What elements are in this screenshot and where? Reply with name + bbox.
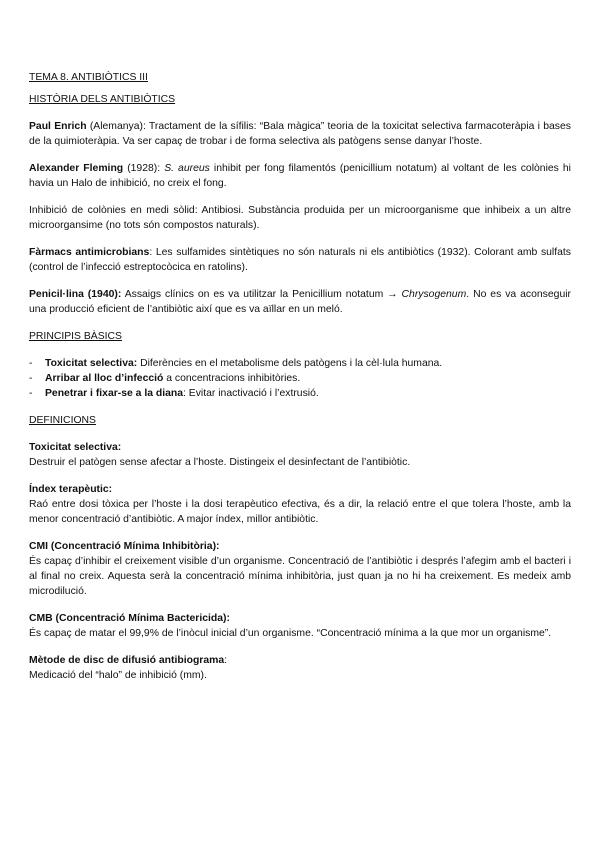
history-paragraph-antimicrobials	[29, 245, 571, 275]
history-paragraph-ehrlich	[29, 119, 571, 149]
definition-term-suffix: :	[224, 655, 228, 666]
definition-term: CMI (Concentració Mínima Inhibitòria):	[29, 541, 220, 552]
definition-term: Mètode de disc de difusió antibiograma	[29, 655, 225, 666]
list-item	[29, 386, 571, 401]
fleming-text: inhibit per fong filamentós (penicillium notatum) al voltant de les colònies hi havia un Halo de inhibició, no creix el fong.	[29, 163, 571, 189]
principle-term: Penetrar i fixar-se a la diana	[45, 388, 184, 399]
principles-heading: PRINCIPIS BÀSICS	[29, 331, 122, 342]
definition-body: Raó entre dosi tòxica per l’hoste i la dosi terapèutico efectiva, és a dir, la relació entre el que tolera l’hoste, amb la menor concentració d’antibiòtic. A major índex, millor antibiòtic.	[29, 499, 571, 525]
definition-body: Destruir el patògen sense afectar a l’hoste. Distingeix el desinfectant de l’antibiòtic.	[29, 457, 411, 468]
definition-cmi	[29, 539, 571, 599]
list-dash: -	[29, 388, 33, 399]
principle-term: Toxicitat selectiva:	[45, 358, 138, 369]
history-paragraph-antibiosis: Inhibició de colònies en medi sòlid: Antibiosi. Substància produida per un microorganisme que inhibeix a un altre microorgansime (no tots són compostos naturals).	[29, 205, 571, 231]
history-heading: HISTÒRIA DELS ANTIBIÒTICS	[29, 94, 176, 105]
document-content	[29, 70, 571, 695]
principle-term: Arribar al lloc d’infecció	[45, 373, 164, 384]
definition-cmb	[29, 611, 571, 641]
history-paragraph-penicillin	[29, 287, 571, 317]
definition-term: Toxicitat selectiva:	[29, 442, 122, 453]
fleming-year: (1928):	[123, 163, 165, 174]
list-dash: -	[29, 373, 33, 384]
list-dash: -	[29, 358, 33, 369]
fleming-name: Alexander Fleming	[29, 163, 124, 174]
penicillin-text-after: . No es va aconseguir una producció eficient de l’antibiòtic així que es va aïllar en un meló.	[29, 289, 571, 315]
definition-therapeutic-index	[29, 482, 571, 527]
list-item	[29, 371, 571, 386]
definition-selective-toxicity	[29, 440, 571, 470]
definition-term-line	[29, 653, 571, 668]
definition-body: És capaç de matar el 99,9% de l’inòcul inicial d’un organisme. “Concentració mínima a la que mor un organisme”.	[29, 628, 552, 639]
definition-body: Medicació del “halo” de inhibició (mm).	[29, 670, 207, 681]
definition-term: Índex terapèutic:	[29, 484, 113, 495]
principle-text: a concentracions inhibitòries.	[163, 373, 301, 384]
ehrlich-text: (Alemanya): Tractament de la sífilis: “Bala màgica” teoria de la toxicitat selectiva farmacoteràpia i bases de la quimioteràpia. Va ser capaç de trobar i de forma selectiva als patògens sense danyar l’hoste.	[29, 121, 571, 147]
ehrlich-name: Paul Enrich	[29, 121, 87, 132]
definition-body: És capaç d’inhibir el creixement visible d’un organisme. Concentració de l’antibiòtic i després l’afegim amb el bacteri i al final no creix. Aquesta serà la concentració mínima inhibitòria, just quan ja no hi ha creixement. Es medeix amb microdilució.	[29, 556, 571, 597]
document-title: TEMA 8. ANTIBIÒTICS III	[29, 72, 148, 83]
principle-text: Diferències en el metabolisme dels patògens i la cèl·lula humana.	[137, 358, 443, 369]
penicillin-species: Chrysogenum	[401, 289, 467, 300]
penicillin-text-before: Assaigs clínics on es va utilitzar la Penicillium notatum →	[121, 289, 402, 300]
list-item	[29, 356, 571, 371]
antimicrobials-term: Fàrmacs antimicrobians	[29, 247, 150, 258]
penicillin-term: Penicil·lina (1940):	[29, 289, 122, 300]
definitions-heading: DEFINICIONS	[29, 415, 96, 426]
definition-disc-diffusion	[29, 653, 571, 683]
antimicrobials-text: : Les sulfamides sintètiques no són naturals ni els antibiòtics (1932). Colorant amb sulfats (control de l’infecció estreptocòcica en ratolins).	[29, 247, 571, 273]
principles-list	[29, 356, 571, 401]
principle-text: : Evitar inactivació i l’extrusió.	[183, 388, 319, 399]
definition-term: CMB (Concentració Mínima Bactericida):	[29, 613, 230, 624]
fleming-species: S. aureus	[164, 163, 210, 174]
history-paragraph-fleming	[29, 161, 571, 191]
